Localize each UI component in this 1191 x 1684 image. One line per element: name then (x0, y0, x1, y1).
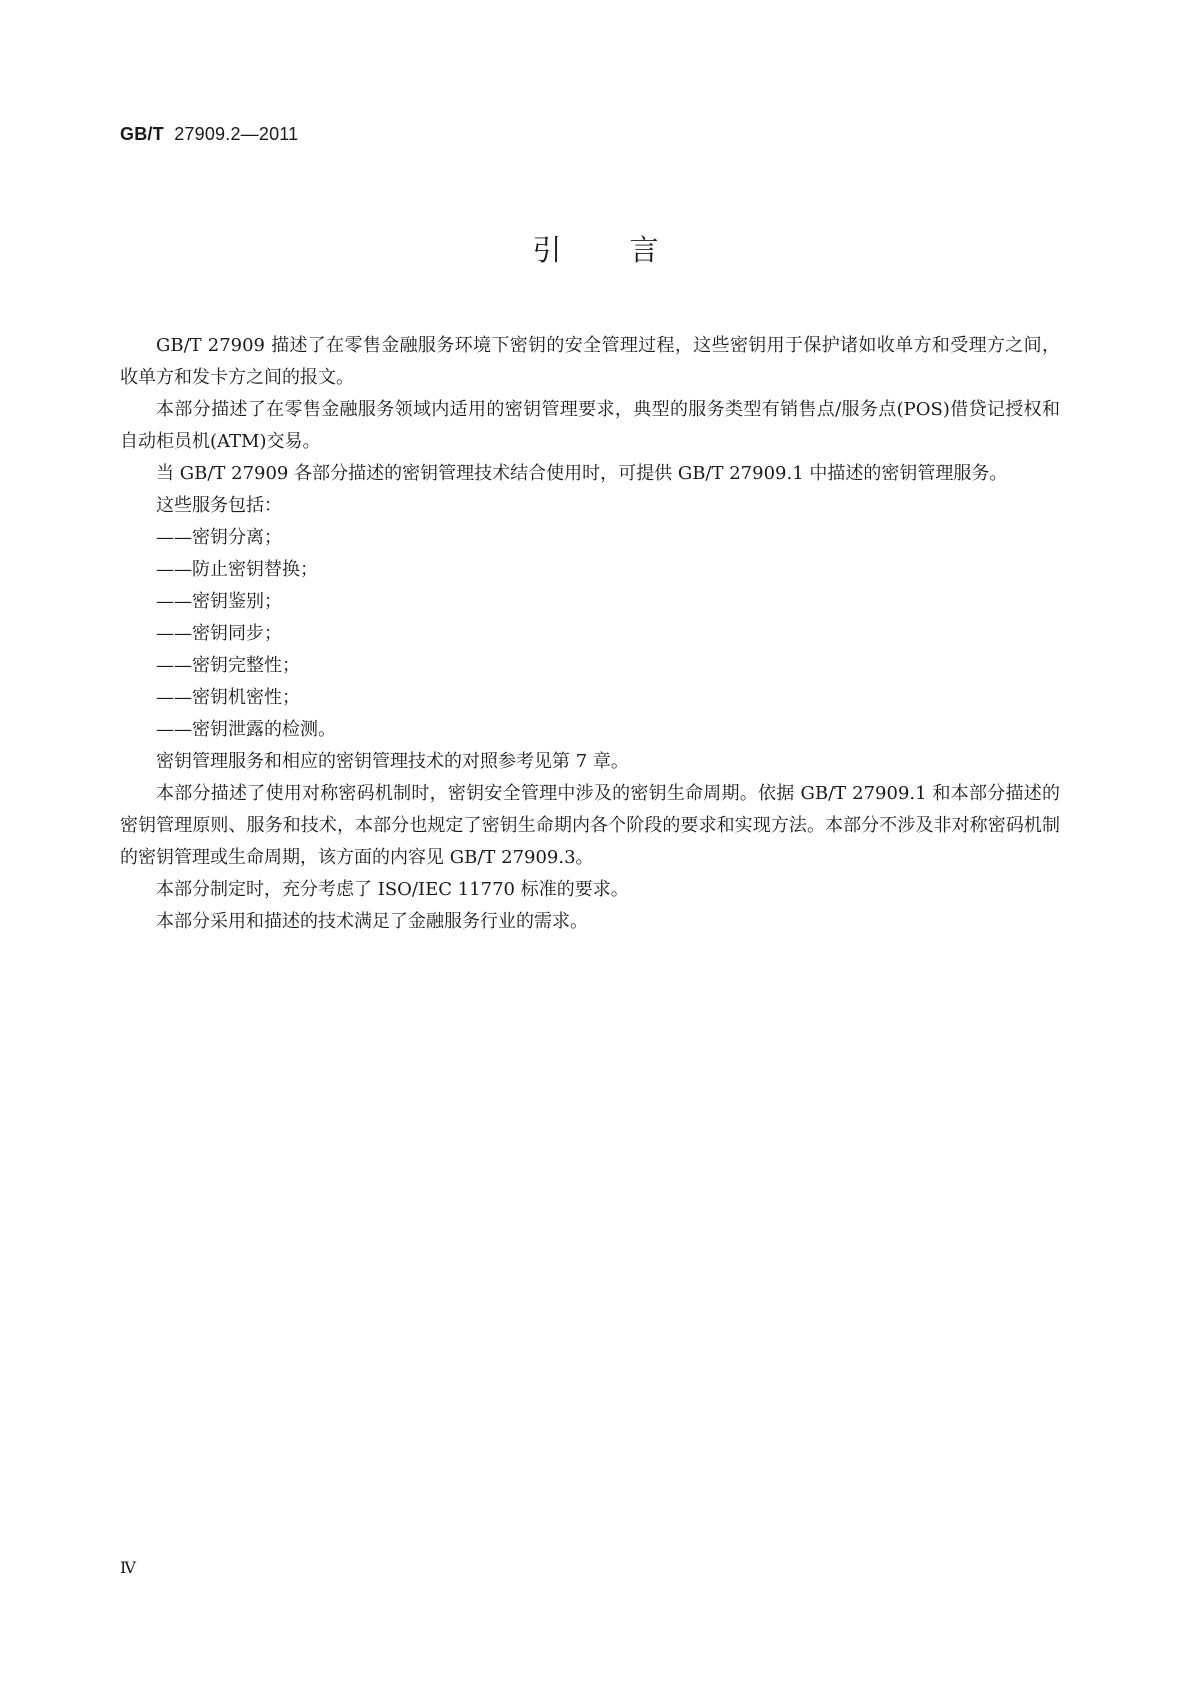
paragraph-services-list-heading: 这些服务包括： (156, 495, 282, 516)
paragraph-cross-reference: 密钥管理服务和相应的密钥管理技术的对照参考见第 7 章。 (156, 751, 629, 772)
page-title: 引言 (532, 233, 727, 267)
paragraph-lifecycle: 本部分描述了使用对称密码机制时，密钥安全管理中涉及的密钥生命周期。依据 GB/T 27909.1 和本部分描述的密钥管理原则、服务和技术，本部分也规定了密钥生命期内各个阶段的要求和实现方法。本部分不涉及非对称密码机制的密钥管理或生命周期，该方面的内容见 GB/T 27909.3。 (120, 783, 1060, 868)
list-item: ——防止密钥替换； (156, 559, 318, 580)
paragraph-services-intro: 当 GB/T 27909 各部分描述的密钥管理技术结合使用时，可提供 GB/T 27909.1 中描述的密钥管理服务。 (156, 463, 1008, 484)
standard-prefix: GB/T (120, 124, 164, 144)
list-item: ——密钥泄露的检测。 (156, 719, 336, 740)
standard-number: 27909.2—2011 (174, 124, 299, 144)
list-item: ——密钥同步； (156, 623, 282, 644)
list-item: ——密钥分离； (156, 527, 282, 548)
paragraph-industry-needs: 本部分采用和描述的技术满足了金融服务行业的需求。 (156, 911, 588, 932)
list-item: ——密钥鉴别； (156, 591, 282, 612)
paragraph-requirements: 本部分描述了在零售金融服务领域内适用的密钥管理要求，典型的服务类型有销售点/服务点(POS)借贷记授权和自动柜员机(ATM)交易。 (120, 399, 1060, 452)
list-item: ——密钥完整性； (156, 655, 300, 676)
paragraph-iso-reference: 本部分制定时，充分考虑了 ISO/IEC 11770 标准的要求。 (156, 879, 629, 900)
document-body (120, 330, 1060, 938)
page-number: Ⅳ (120, 1558, 136, 1577)
paragraph-scope: GB/T 27909 描述了在零售金融服务环境下密钥的安全管理过程，这些密钥用于保护诸如收单方和受理方之间，收单方和发卡方之间的报文。 (120, 335, 1060, 388)
list-item: ——密钥机密性； (156, 687, 300, 708)
standard-code (120, 124, 298, 145)
